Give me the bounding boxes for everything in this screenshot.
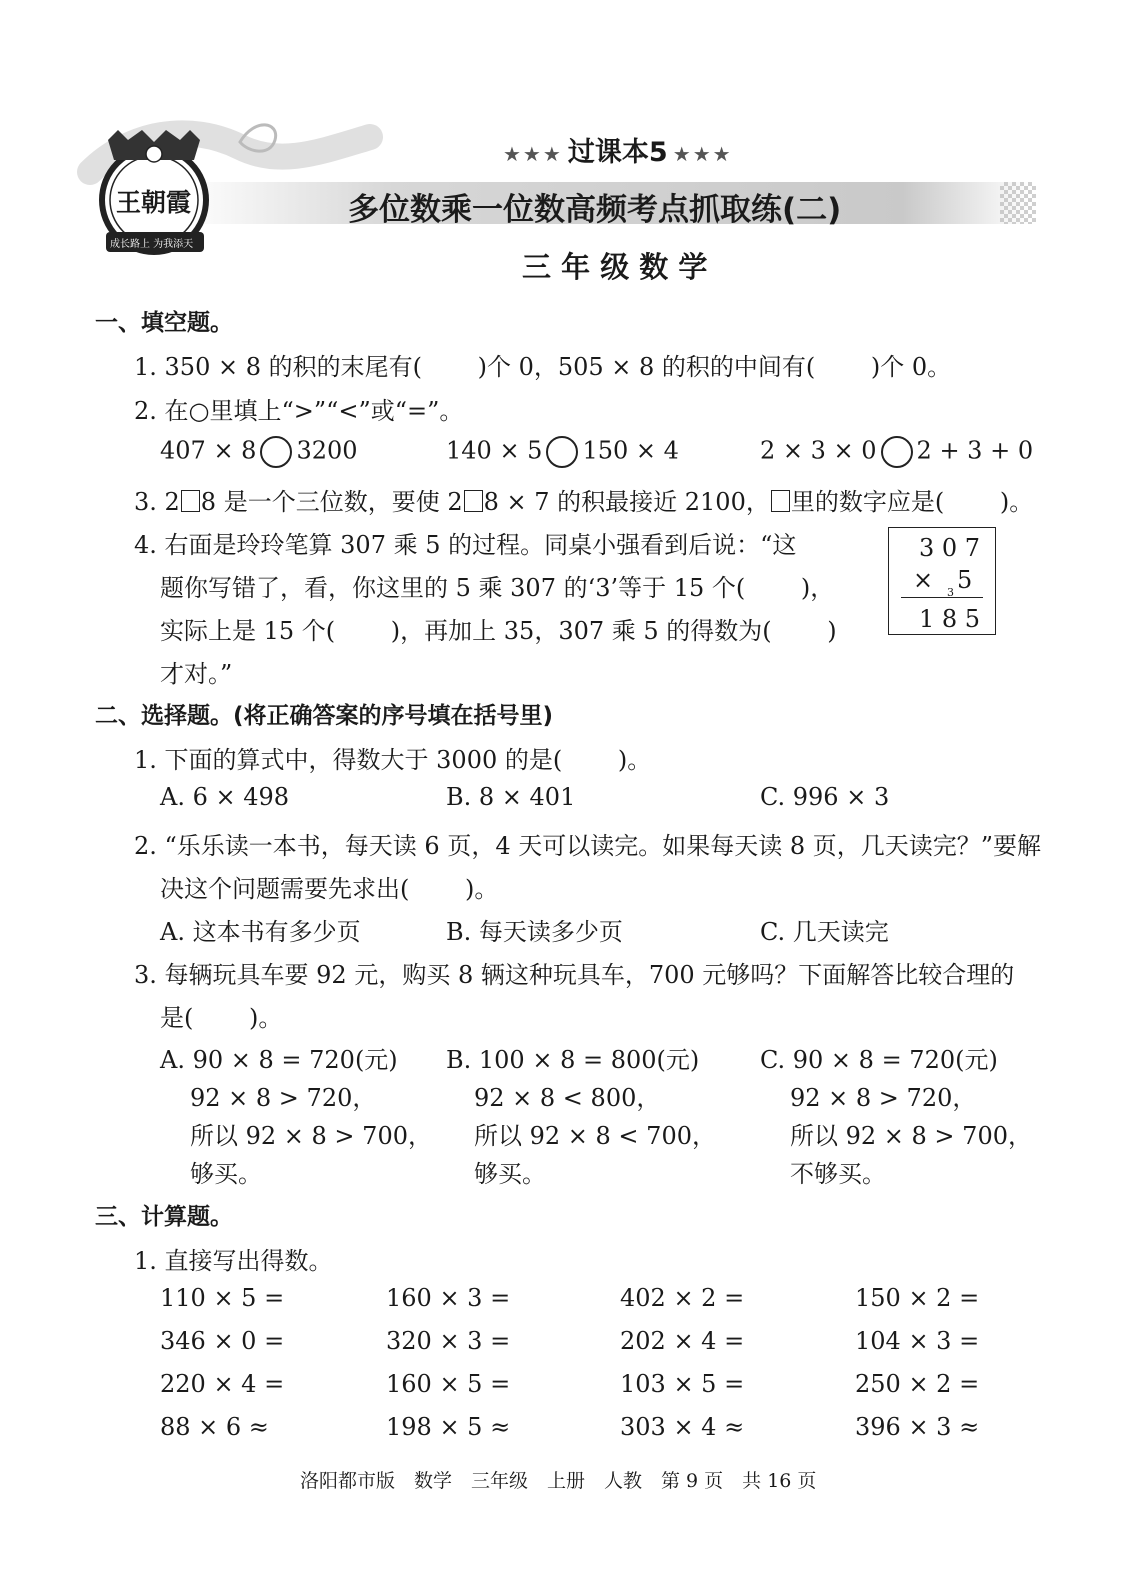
calc-top: 3 0 7 [919,534,981,562]
logo-name: 王朝霞 [116,188,192,217]
calc-cell: 202 × 4 = [620,1327,745,1355]
s2-q3-option-c: C. 90 × 8 = 720(元) 92 × 8 > 720， 所以 92 × 8 > 700， 不够买。 [760,1046,1032,1188]
calc-cell: 160 × 3 = [386,1284,511,1312]
series-badge [503,130,733,169]
compare-circle[interactable] [260,436,292,468]
s2-q3-line: 是( )。 [160,1004,283,1032]
section1-heading: 一、填空题。 [95,310,233,336]
section3-heading: 三、计算题。 [95,1204,233,1230]
calc-multiplier: 5 [957,566,973,594]
s2-q1-option: B. 8 × 401 [446,783,576,811]
checker-pattern [1000,182,1036,224]
calc-cell: 160 × 5 = [386,1370,511,1398]
s2-q2-line: 决这个问题需要先求出( )。 [160,875,499,903]
s2-q2-line: 2. “乐乐读一本书，每天读 6 页，4 天可以读完。如果每天读 8 页，几天读完？”要解 [134,832,1042,860]
compare-circle[interactable] [881,436,913,468]
s1-q4-line: 才对。” [160,660,233,688]
calc-carry: 3 [947,586,954,599]
s2-q2-option: A. 这本书有多少页 [160,918,361,946]
compare-item: 407 × 8 3200 [160,436,358,468]
calc-line [901,597,983,598]
calc-cell: 104 × 3 = [855,1327,980,1355]
calc-cell: 150 × 2 = [855,1284,980,1312]
calc-cell: 402 × 2 = [620,1284,745,1312]
stars-right: ★★★ [672,142,733,166]
page-subtitle: 三 年 级 数 学 [522,250,708,284]
calc-cell: 103 × 5 = [620,1370,745,1398]
s2-q3-option-a: A. 90 × 8 = 720(元) 92 × 8 > 720， 所以 92 × 8 > 700， 够买。 [160,1046,432,1188]
compare-item: 140 × 5 150 × 4 [446,436,679,468]
blank-square[interactable] [181,490,200,512]
calc-cell: 303 × 4 ≈ [620,1413,745,1441]
calc-cell: 198 × 5 ≈ [386,1413,511,1441]
s1-q4-line: 题你写错了，看，你这里的 5 乘 307 的‘3’等于 15 个( )， [160,574,835,602]
s2-q3-option-b: B. 100 × 8 = 800(元) 92 × 8 < 800， 所以 92 × 8 < 700， 够买。 [446,1046,716,1188]
s2-q1-option: C. 996 × 3 [760,783,890,811]
logo-motto: 成长路上 为我添天 [110,239,194,250]
page-footer: 洛阳都市版 数学 三年级 上册 人教 第 9 页 共 16 页 [300,1470,817,1492]
s2-q3-line: 3. 每辆玩具车要 92 元，购买 8 辆这种玩具车，700 元够吗？下面解答比较合理的 [134,961,1015,989]
calc-cell: 220 × 4 = [160,1370,285,1398]
section2-heading: 二、选择题。(将正确答案的序号填在括号里) [95,703,554,729]
calc-times: × [913,566,934,594]
s2-q1-option: A. 6 × 498 [160,783,290,811]
calc-cell: 110 × 5 = [160,1284,285,1312]
s1-q4-line: 实际上是 15 个( )，再加上 35，307 乘 5 的得数为( ) [160,617,837,645]
blank-square[interactable] [464,490,483,512]
calc-cell: 88 × 6 ≈ [160,1413,269,1441]
badge-text: 过课本5 [567,137,668,168]
blank-square[interactable] [771,490,790,512]
s1-q4-line: 4. 右面是玲玲笔算 307 乘 5 的过程。同桌小强看到后说：“这 [134,531,797,559]
calc-cell: 320 × 3 = [386,1327,511,1355]
calc-cell: 396 × 3 ≈ [855,1413,980,1441]
page-title: 多位数乘一位数高频考点抓取练(二) [348,192,842,228]
vertical-calculation [888,527,996,635]
stars-left: ★★★ [503,142,563,166]
s1-q1: 1. 350 × 8 的积的末尾有( )个 0，505 × 8 的积的中间有( )个 0。 [134,353,952,381]
compare-item: 2 × 3 × 0 2 + 3 + 0 [760,436,1033,468]
calc-cell: 346 × 0 = [160,1327,285,1355]
s1-q2: 2. 在○里填上“>”“<”或“=”。 [134,397,464,425]
s3-q1: 1. 直接写出得数。 [134,1247,333,1275]
calc-result: 1 8 5 [919,605,981,633]
s1-q3: 3. 2 8 是一个三位数，要使 2 8 × 7 的积最接近 2100， 里的数字应是( )。 [134,488,1034,516]
calc-cell: 250 × 2 = [855,1370,980,1398]
s2-q1: 1. 下面的算式中，得数大于 3000 的是( )。 [134,746,652,774]
s2-q2-option: C. 几天读完 [760,918,889,946]
s2-q2-option: B. 每天读多少页 [446,918,623,946]
compare-circle[interactable] [546,436,578,468]
